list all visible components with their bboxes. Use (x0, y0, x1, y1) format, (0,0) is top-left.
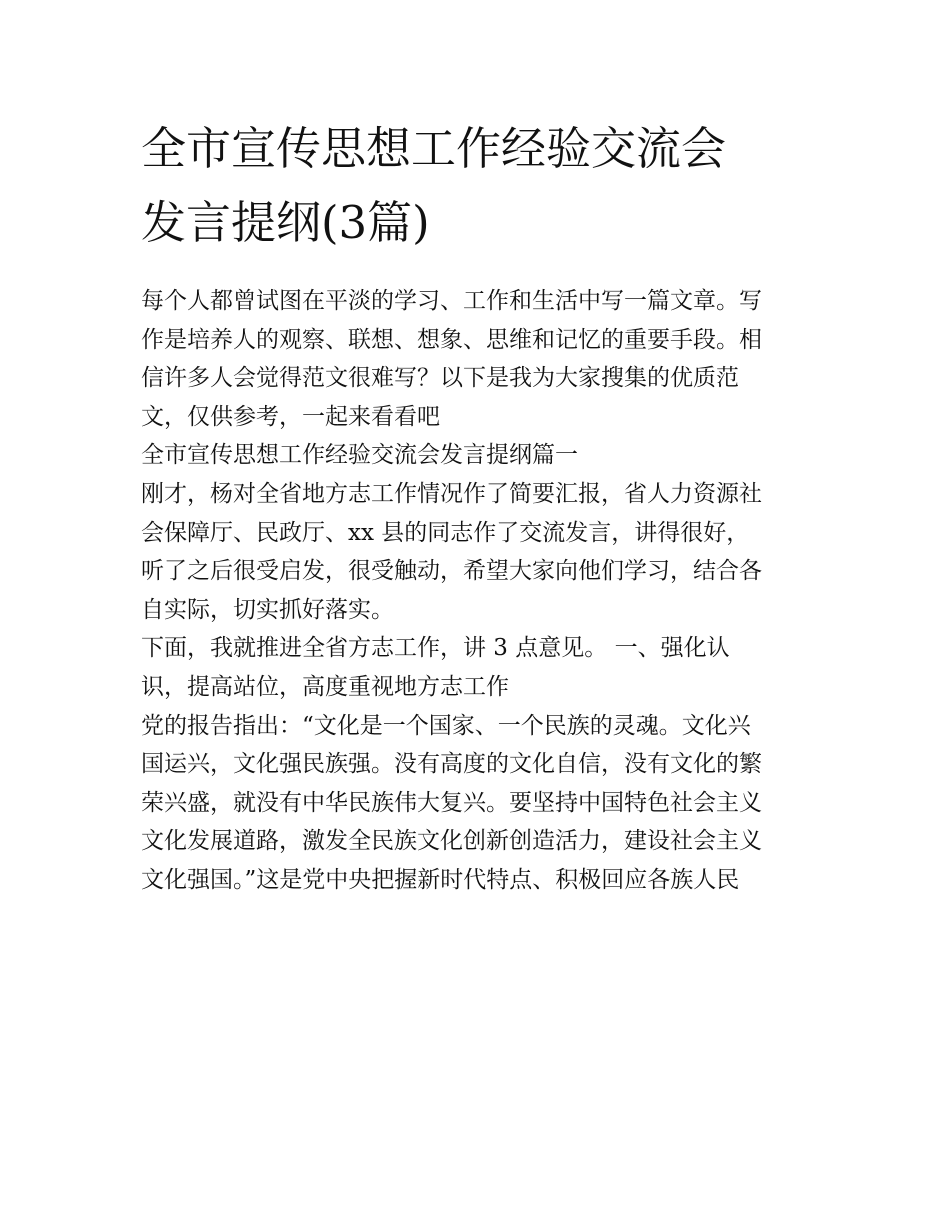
document-body (141, 282, 821, 900)
paragraph-line: 会保障厅、民政厅、xx 县的同志作了交流发言，讲得很好， (141, 519, 750, 546)
paragraph-line: 党的报告指出：“文化是一个国家、一个民族的灵魂。文化兴 (141, 712, 751, 739)
paragraph-line: 识，提高站位，高度重视地方志工作 (141, 673, 509, 700)
paragraph-line: 听了之后很受启发，很受触动，希望大家向他们学习，结合各 (141, 558, 762, 585)
title-line-2: 发言提纲(3篇) (141, 196, 430, 249)
intro-line-1: 每个人都曾试图在平淡的学习、工作和生活中写一篇文章。写 (141, 288, 762, 314)
intro-line-4: 文，仅供参考，一起来看看吧 (141, 403, 440, 430)
intro-line-2: 作是培养人的观察、联想、想象、思维和记忆的重要手段。相 (141, 326, 762, 353)
paragraph-line: 荣兴盛，就没有中华民族伟大复兴。要坚持中国特色社会主义 (141, 789, 762, 816)
paragraph-line: 国运兴，文化强民族强。没有高度的文化自信，没有文化的繁 (141, 751, 762, 778)
paragraph-line: 刚才，杨对全省地方志工作情况作了简要汇报，省人力资源社 (141, 480, 762, 507)
title-line-1: 全市宣传思想工作经验交流会 (141, 122, 727, 175)
section-heading: 全市宣传思想工作经验交流会发言提纲篇一 (141, 442, 578, 469)
paragraph-line: 下面，我就推进全省方志工作，讲 3 点意见。 一、强化认 (141, 635, 730, 662)
paragraph-line: 自实际，切实抓好落实。 (141, 596, 394, 623)
document-title (141, 112, 821, 260)
intro-line-3: 信许多人会觉得范文很难写？以下是我为大家搜集的优质范 (141, 365, 739, 392)
paragraph-line: 文化发展道路，激发全民族文化创新创造活力，建设社会主义 (141, 828, 762, 855)
paragraph-line: 文化强国。”这是党中央把握新时代特点、积极回应各族人民 (141, 866, 740, 893)
